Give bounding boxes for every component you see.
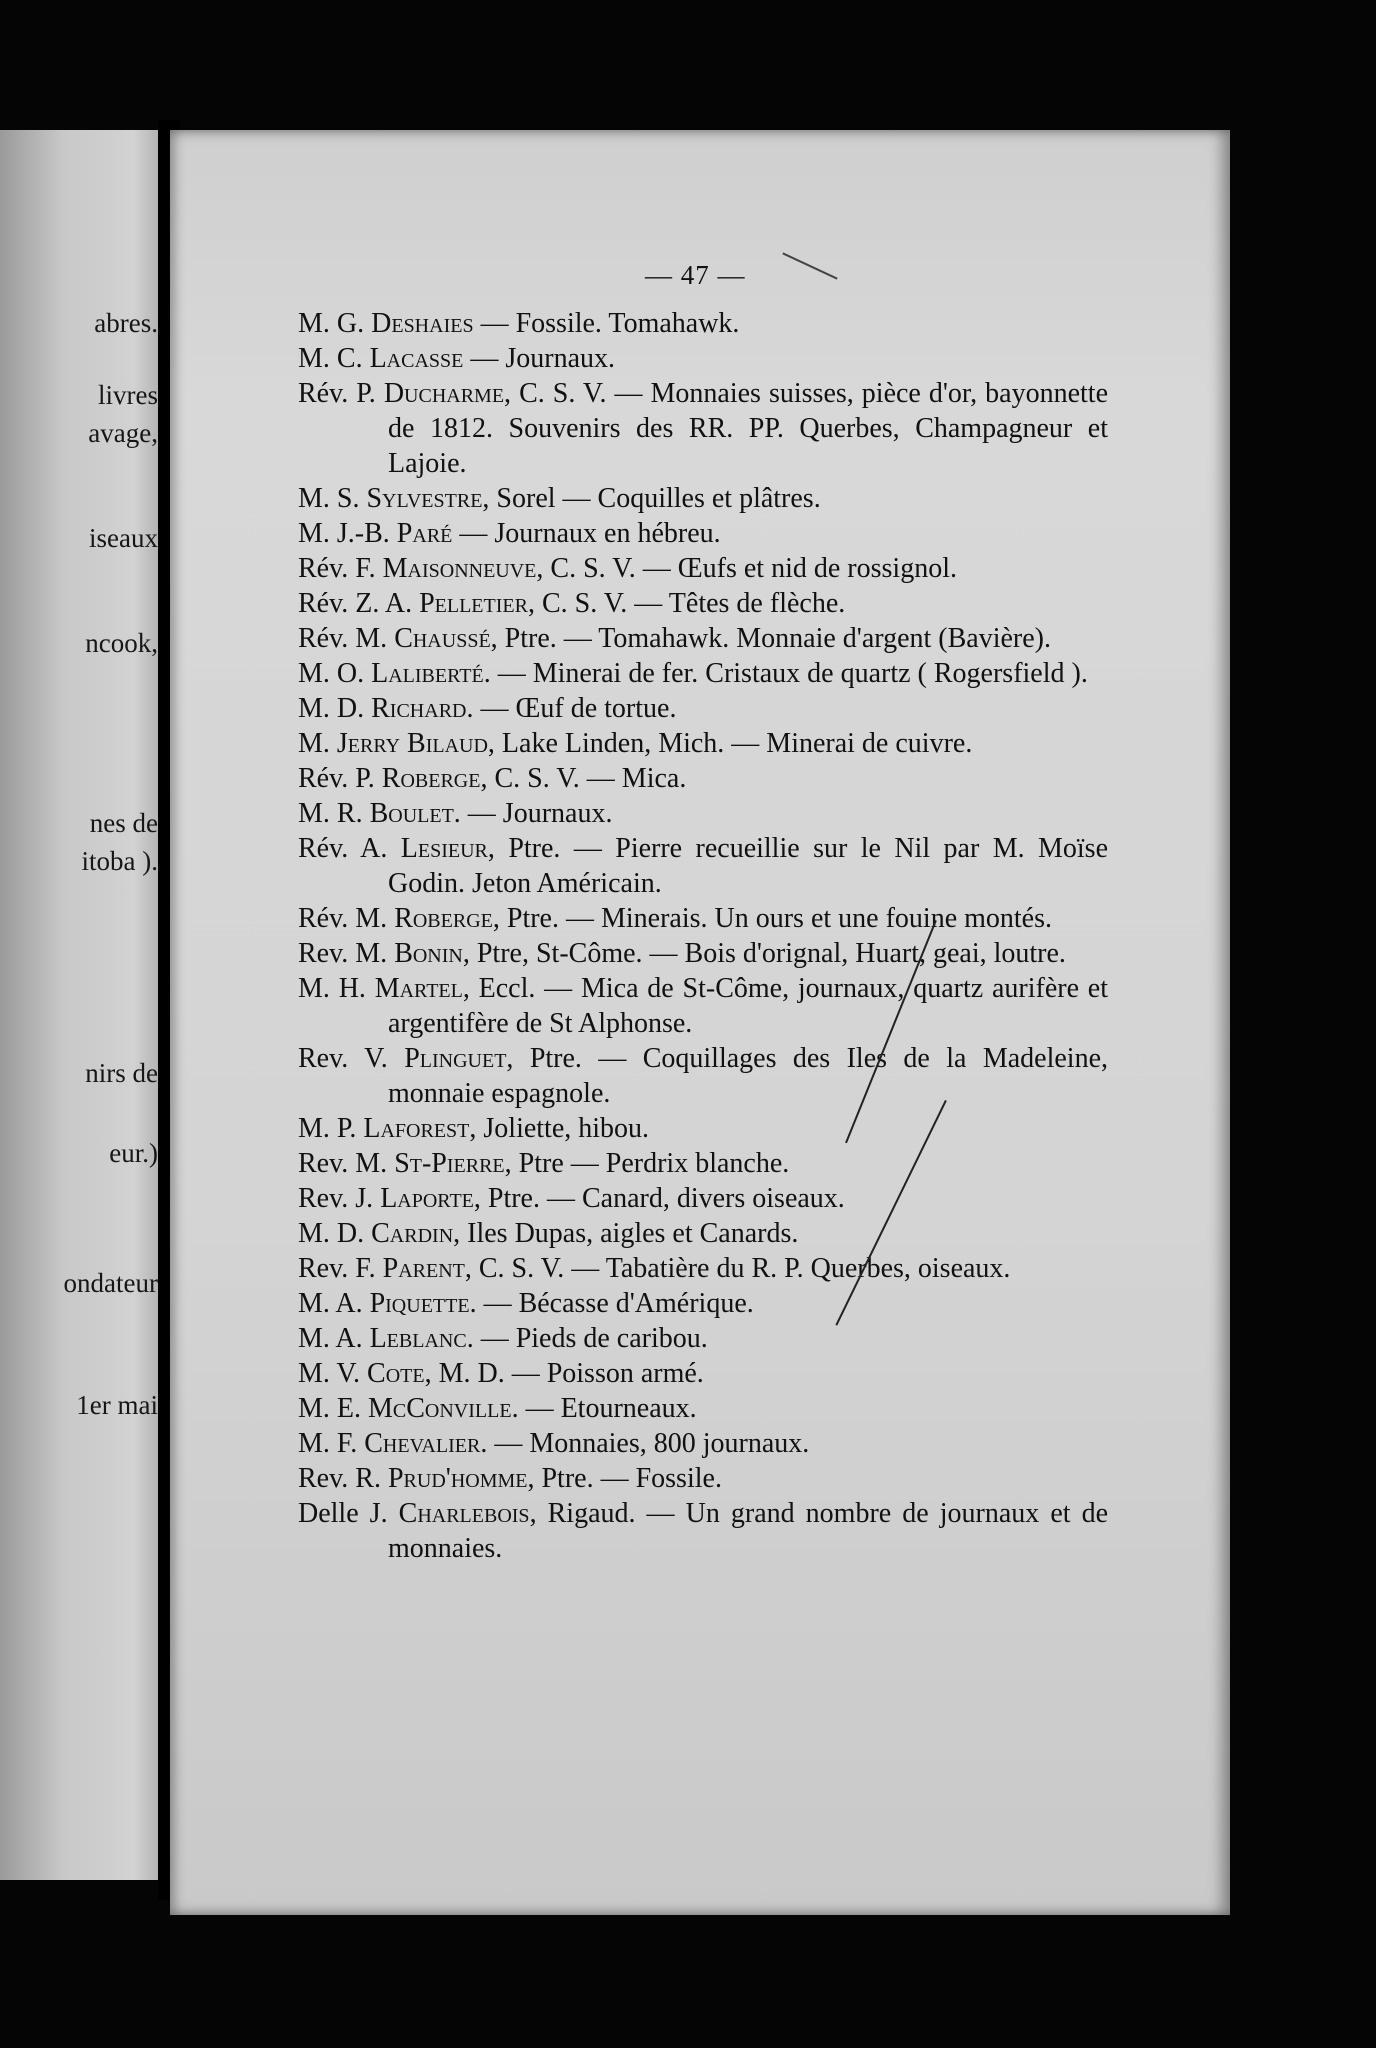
list-item [298, 621, 1108, 656]
donation-text: , Rigaud. — Un grand nombre de journaux et de monnaies. [388, 1498, 1109, 1564]
list-item [298, 586, 1108, 621]
list-item [298, 796, 1108, 831]
donor-title: Rév. M. [298, 623, 388, 654]
pencil-stroke [782, 252, 837, 279]
donor-name: Ducharme [383, 378, 505, 409]
list-item [298, 1496, 1108, 1566]
donor-title: Rev. R. [298, 1463, 381, 1494]
list-item [298, 1461, 1108, 1496]
donor-name: Boulet [369, 798, 454, 829]
donor-name: Lesieur [400, 833, 488, 864]
donation-text: , Ptre. — Tomahawk. Monnaie d'argent (Bavière). [490, 623, 1051, 654]
list-item [298, 341, 1108, 376]
donor-title: Rev. F. [298, 1253, 376, 1284]
list-item [298, 1216, 1108, 1251]
donation-text: , M. D. — Poisson armé. [424, 1358, 704, 1389]
donor-title: M. G. [298, 308, 365, 339]
donor-title: M. O. [298, 658, 365, 689]
donor-name: Roberge [381, 763, 481, 794]
list-item [298, 761, 1108, 796]
donor-title: Rév. P. [298, 763, 375, 794]
donor-name: Laliberté [371, 658, 484, 689]
left-fragment: ncook, [85, 628, 158, 658]
donation-text: . — Monnaies, 800 journaux. [480, 1428, 810, 1459]
page-number: — 47 — [645, 260, 746, 290]
donation-text: , Lake Linden, Mich. — Minerai de cuivre. [487, 728, 973, 759]
donation-text: , Iles Dupas, aigles et Canards. [453, 1218, 799, 1249]
donor-list [298, 306, 1108, 1566]
donation-text: , Ptre, St-Côme. — Bois d'orignal, Huart, geai, loutre. [462, 938, 1066, 969]
list-item [298, 1391, 1108, 1426]
donation-text: , Eccl. — Mica de St-Côme, journaux, quartz aurifère et argentifère de St Alphonse. [388, 973, 1108, 1039]
donor-title: M. A. [298, 1323, 363, 1354]
donor-name: Laporte [380, 1183, 474, 1214]
donation-text: , Ptre. — Minerais. Un ours et une fouine montés. [492, 903, 1052, 934]
donor-name: Pelletier [419, 588, 528, 619]
donor-title: M. P. [298, 1113, 357, 1144]
donation-text: , Joliette, hibou. [469, 1113, 650, 1144]
donor-name: Lacasse [369, 343, 464, 374]
donor-name: Bonin [394, 938, 463, 969]
donor-title: M. [298, 728, 330, 759]
donor-name: Piquette [369, 1288, 470, 1319]
donor-title: M. D. [298, 693, 365, 724]
left-fragment: eur.) [109, 1138, 158, 1168]
donor-title: M. C. [298, 343, 363, 374]
donation-text: . — Œuf de tortue. [466, 693, 677, 724]
left-fragment: iseaux [89, 523, 158, 553]
donation-text: , Ptre. — Coquillages des Iles de la Madeleine, monnaie espagnole. [388, 1043, 1109, 1109]
donor-name: Plinguet [404, 1043, 507, 1074]
list-item [298, 726, 1108, 761]
list-item [298, 691, 1108, 726]
donor-title: M. E. [298, 1393, 361, 1424]
donor-name: Parent [382, 1253, 465, 1284]
list-item [298, 1041, 1108, 1111]
donor-name: Prud'homme [387, 1463, 528, 1494]
donation-text: . — Etourneaux. [511, 1393, 697, 1424]
donation-text: , C. S. V. — Tabatière du R. P. Querbes, oiseaux. [464, 1253, 1011, 1284]
donor-name: Sylvestre [366, 483, 483, 514]
donor-name: Leblanc [369, 1323, 467, 1354]
donor-name: St-Pierre [394, 1148, 505, 1179]
donor-name: Chevalier [364, 1428, 481, 1459]
donor-name: Cote [367, 1358, 425, 1389]
list-item [298, 306, 1108, 341]
list-item [298, 1356, 1108, 1391]
donor-title: M. J.-B. [298, 518, 390, 549]
donation-text: , Sorel — Coquilles et plâtres. [482, 483, 821, 514]
donor-title: Rév. A. [298, 833, 388, 864]
donor-title: Rev. J. [298, 1183, 374, 1214]
left-fragment: nes de [89, 808, 158, 838]
list-item [298, 1426, 1108, 1461]
list-item [298, 551, 1108, 586]
donor-name: Deshaies [371, 308, 474, 339]
donor-name: Martel [374, 973, 463, 1004]
list-item [298, 1111, 1108, 1146]
list-item [298, 481, 1108, 516]
donation-text: , Ptre. — Pierre recueillie sur le Nil par M. Moïse Godin. Jeton Américain. [388, 833, 1109, 899]
left-fragment: livres [98, 380, 158, 410]
donation-text: . — Pieds de caribou. [466, 1323, 708, 1354]
donor-title: Rev. V. [298, 1043, 388, 1074]
donor-title: Rév. M. [298, 903, 388, 934]
left-fragment: avage, [88, 418, 158, 448]
left-fragment: ondateur [63, 1268, 158, 1298]
donor-title: M. H. [298, 973, 366, 1004]
donor-title: M. R. [298, 798, 363, 829]
donor-title: M. V. [298, 1358, 361, 1389]
donor-name: Maisonneuve [382, 553, 537, 584]
donor-name: Jerry Bilaud [336, 728, 488, 759]
list-item [298, 1181, 1108, 1216]
donation-text: — Journaux. [463, 343, 616, 374]
list-item [298, 831, 1108, 901]
left-page [0, 130, 158, 1880]
list-item [298, 1146, 1108, 1181]
list-item [298, 971, 1108, 1041]
donor-name: McConville [368, 1393, 512, 1424]
donor-title: Rév. P. [298, 378, 376, 409]
donor-name: Charlebois [398, 1498, 530, 1529]
list-item [298, 1321, 1108, 1356]
donation-text: , C. S. V. — Mica. [480, 763, 687, 794]
donation-text: , Ptre. — Canard, divers oiseaux. [473, 1183, 845, 1214]
list-item [298, 936, 1108, 971]
donor-title: M. D. [298, 1218, 365, 1249]
list-item [298, 516, 1108, 551]
donor-title: Rév. F. [298, 553, 376, 584]
donation-text: — Fossile. Tomahawk. [473, 308, 740, 339]
donor-title: Rev. M. [298, 1148, 388, 1179]
list-item [298, 1251, 1108, 1286]
donation-text: . — Journaux. [453, 798, 613, 829]
donor-title: M. S. [298, 483, 360, 514]
donation-text: , C. S. V. — Têtes de flèche. [527, 588, 846, 619]
left-fragment: abres. [94, 308, 158, 338]
list-item [298, 1286, 1108, 1321]
donor-title: Rev. M. [298, 938, 388, 969]
list-item [298, 901, 1108, 936]
left-fragment: itoba ). [81, 846, 158, 876]
donor-title: Rév. Z. A. [298, 588, 413, 619]
donation-text: . — Bécasse d'Amérique. [469, 1288, 754, 1319]
donor-name: Roberge [394, 903, 493, 934]
donor-title: M. A. [298, 1288, 363, 1319]
donor-title: Delle J. [298, 1498, 388, 1529]
donation-text: , Ptre — Perdrix blanche. [504, 1148, 790, 1179]
left-fragment: nirs de [85, 1058, 158, 1088]
list-item [298, 656, 1108, 691]
donation-text: , C. S. V. — Monnaies suisses, pièce d'or, bayonnette de 1812. Souvenirs des RR. PP. Querbes, Champagneur et Lajoie. [388, 378, 1108, 479]
donation-text: . — Minerai de fer. Cristaux de quartz ( Rogersfield ). [483, 658, 1088, 689]
list-item [298, 376, 1108, 481]
main-page [170, 130, 1230, 1915]
donor-title: M. F. [298, 1428, 358, 1459]
left-fragment: 1er mai [76, 1390, 158, 1420]
donor-name: Laforest [363, 1113, 470, 1144]
donor-name: Paré [396, 518, 453, 549]
donation-text: , Ptre. — Fossile. [527, 1463, 722, 1494]
donation-text: , C. S. V. — Œufs et nid de rossignol. [536, 553, 957, 584]
donor-name: Cardin [371, 1218, 454, 1249]
donation-text: — Journaux en hébreu. [452, 518, 721, 549]
donor-name: Chaussé [394, 623, 491, 654]
donor-name: Richard [371, 693, 467, 724]
